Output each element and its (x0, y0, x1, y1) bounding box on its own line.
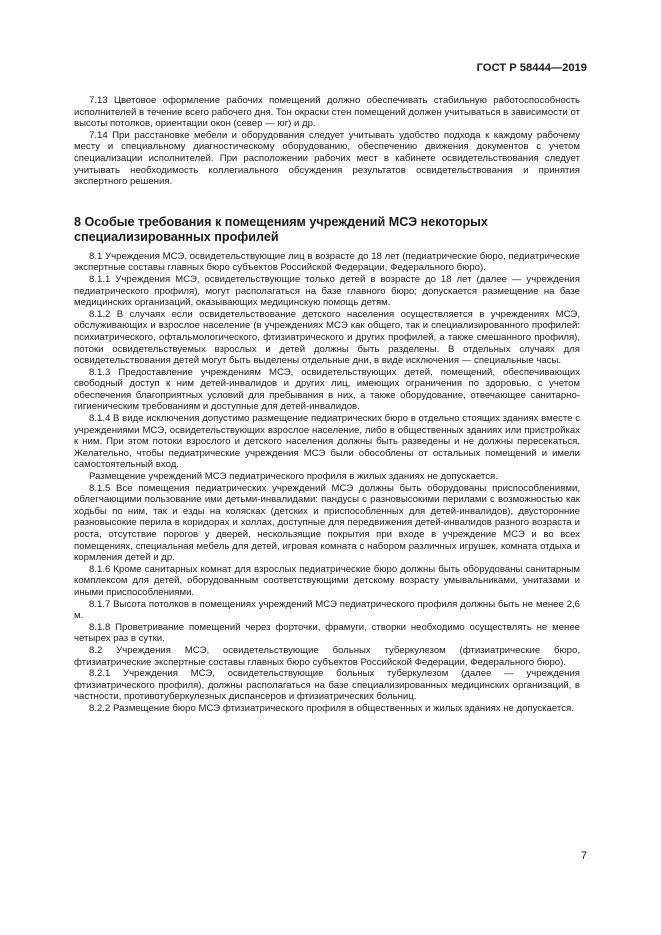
paragraph-8-1-2: 8.1.2 В случаях если освидетельствование детского населения осуществляется в учреждениях МСЭ, обслуживающих и взрослое население (в учреждениях МСЭ как общего, так и специализированного профилей: психиатрического, офтальмологического, фтизиатрического и других профилей, а также смешанного профиля), потоки освидетельствуемых взрослых и детей должны быть разделены. В отдельных случаях для освидетельствования детей могут быть выделены отдельные дни, в виде исключения — специальные часы. (74, 308, 580, 367)
paragraph-7-14: 7.14 При расстановке мебели и оборудования следует учитывать удобство подхода к каждому рабочему месту и специальному диагностическому оборудованию, обеспечению движения документов с учетом специализации исполнителей. При расположении рабочих мест в кабинете освидетельствования следует учитывать необходимость коллегиального обсуждения результатов освидетельствования и принятия экспертного решения. (74, 129, 580, 188)
paragraph-8-1-7: 8.1.7 Высота потолков в помещениях учреждений МСЭ педиатрического профиля должны быть не менее 2,6 м. (74, 598, 580, 622)
paragraph-8-2: 8.2 Учреждения МСЭ, освидетельствующие больных туберкулезом (фтизиатрические бюро, фтизиатрические экспертные составы главных бюро субъектов Российской Федерации, Федерального бюро). (74, 644, 580, 668)
paragraph-7-13: 7.13 Цветовое оформление рабочих помещений должно обеспечивать стабильную работоспособность исполнителей в течение всего рабочего дня. Тон окраски стен помещений должен учитываться в зависимости от высоты потолков, ориентации окон (север — юг) и др. (74, 95, 580, 130)
paragraph-8-1-6: 8.1.6 Кроме санитарных комнат для взрослых педиатрические бюро должны быть оборудованы санитарным комплексом для детей, оборудованным соответствующими детскому возрасту умывальниками, унитазами и иными приспособлениями. (74, 563, 580, 598)
paragraph-8-2-1: 8.2.1 Учреждения МСЭ, освидетельствующие больных туберкулезом (далее — учреждения фтизиатрического профиля), должны располагаться на базе специализированных медицинских организаций, в частности, противотуберкулезных диспансеров и фтизиатрических больниц. (74, 668, 580, 703)
document-code: ГОСТ Р 58444—2019 (476, 62, 587, 74)
paragraph-8-1: 8.1 Учреждения МСЭ, освидетельствующие лиц в возрасте до 18 лет (педиатрические бюро, педиатрические экспертные составы главных бюро субъектов Российской Федерации, Федерального бюро). (74, 250, 580, 274)
section-8-heading: 8 Особые требования к помещениям учреждений МСЭ некоторых специализированных профилей (74, 214, 488, 245)
paragraph-8-1-8: 8.1.8 Проветривание помещений через форточки, фрамуги, створки необходимо осуществлять не менее четырех раз в сутки. (74, 621, 580, 645)
paragraph-8-1-4-residential: Размещение учреждений МСЭ педиатрического профиля в жилых зданиях не допускается. (89, 471, 498, 483)
paragraph-8-2-2: 8.2.2 Размещение бюро МСЭ фтизиатрического профиля в общественных и жилых зданиях не допускается. (89, 702, 574, 714)
document-body (74, 95, 580, 715)
paragraph-8-1-3: 8.1.3 Предоставление учреждениям МСЭ, освидетельствующих детей, помещений, обеспечивающих свободный доступ к ним детей-инвалидов и других лиц, имеющих ограничения по здоровью, с учетом обеспечения благоприятных условий для пребывания в них, а также оборудование, отвечающее санитарно-гигиеническим требованиям и доступные для детей-инвалидов. (74, 366, 580, 413)
page-number: 7 (580, 850, 587, 862)
paragraph-8-1-1: 8.1.1 Учреждения МСЭ, освидетельствующие только детей в возрасте до 18 лет (далее — учреждения педиатрического профиля), могут располагаться на базе главного бюро; допускается размещение на базе медицинских организаций, оказывающих медицинскую помощь детям. (74, 273, 580, 309)
paragraph-8-1-5: 8.1.5 Все помещения педиатрических учреждений МСЭ должны быть оборудованы приспособлениями, облегчающими пользование ими детьми-инвалидами: пандусы с разновысокими перилами с возможностью как ходьбы по ним, так и езды на колясках (детских и приспособленных для детей-инвалидов), двусторонние разновысокие перила в коридорах и холлах, доступные для передвижения детей-инвалидов разного возраста и роста, отсутствие порогов у дверей, нескользящие покрытия при входе в учреждение МСЭ и во всех помещениях, специальная мебель для детей, игровая комната с набором различных игрушек, комната отдыха и кормления детей и др. (74, 482, 580, 564)
paragraph-8-1-4: 8.1.4 В виде исключения допустимо размещение педиатрических бюро в отдельно стоящих зданиях вместе с учреждениями МСЭ, освидетельствующих взрослое население, либо в общественных зданиях или пристройках к ним. При этом потоки взрослого и детского населения должны быть разведены и не должны пересекаться. Желательно, чтобы педиатрические учреждения МСЭ были обособлены от остальных помещений и имели самостоятельный вход. (74, 413, 580, 471)
